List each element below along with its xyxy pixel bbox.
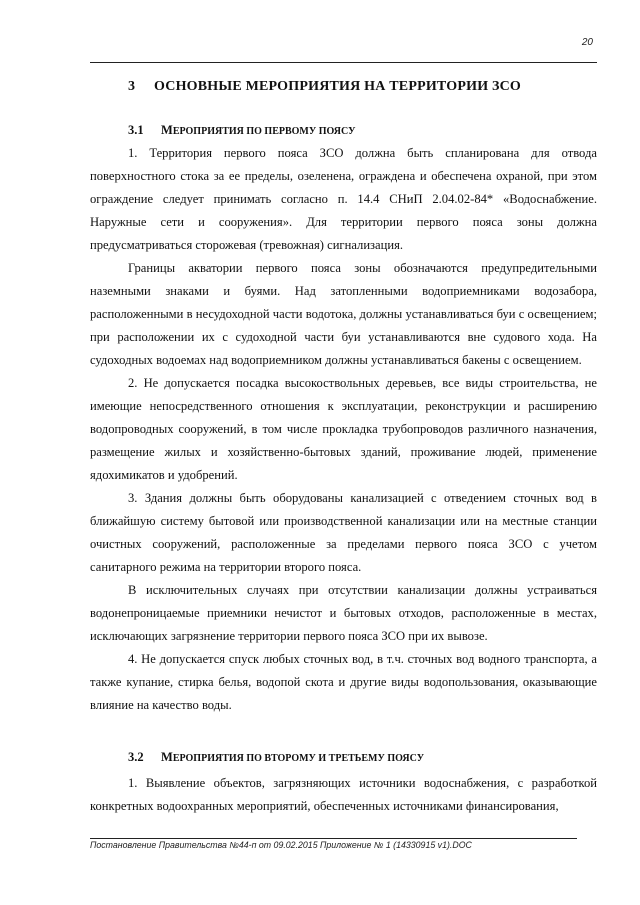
paragraph: 4. Не допускается спуск любых сточных вод, в т.ч. сточных вод водного транспорта, а также купание, стирка белья, водопой скота и другие виды водопользования, оказывающие влияние на качество воды.	[90, 652, 597, 712]
section-body-3-2	[90, 772, 597, 818]
footer-rule	[90, 838, 577, 839]
section-title-initial: М	[161, 123, 173, 137]
paragraph: 2. Не допускается посадка высокоствольных деревьев, все виды строительства, не имеющие непосредственного отношения к эксплуатации, реконструкции и расширению водопроводных сооружений, в том числе прокладка трубопроводов различного назначения, размещение жилых и хозяйственно-бытовых зданий, проживание людей, применение ядохимикатов и удобрений.	[90, 376, 597, 482]
paragraph: Границы акватории первого пояса зоны обозначаются предупредительными наземными знаками и буями. Над затопленными водоприемниками водозабора, расположенными в несудоходной части водотока, должны устанавливаться буи с освещением; при расположении их с судоходной части буи устанавливаются вне судового хода. На судоходных водоемах над водоприемником должны устанавливаться бакены с освещением.	[90, 261, 597, 367]
page-number: 20	[581, 37, 593, 48]
footer-text: Постановление Правительства №44-п от 09.02.2015 Приложение № 1 (14330915 v1).DOC	[90, 840, 472, 850]
section-heading-3-1	[128, 123, 355, 138]
chapter-number: 3	[128, 79, 136, 94]
section-heading-3-2	[128, 750, 424, 765]
section-number: 3.1	[128, 123, 144, 137]
paragraph: В исключительных случаях при отсутствии канализации должны устраиваться водонепроницаемые приемники нечистот и бытовых отходов, расположенные в местах, исключающих загрязнение территории первого пояса ЗСО при их вывозе.	[90, 583, 597, 643]
paragraph: 3. Здания должны быть оборудованы канализацией с отведением сточных вод в ближайшую систему бытовой или производственной канализации или на местные станции очистных сооружений, расположенные за пределами первого пояса ЗСО с учетом санитарного режима на территории второго пояса.	[90, 491, 597, 574]
chapter-title: ОСНОВНЫЕ МЕРОПРИЯТИЯ НА ТЕРРИТОРИИ ЗСО	[154, 79, 521, 94]
header-rule	[90, 62, 597, 63]
chapter-heading	[128, 79, 521, 95]
section-number: 3.2	[128, 750, 144, 764]
section-title-initial: М	[161, 750, 173, 764]
paragraph: 1. Выявление объектов, загрязняющих источники водоснабжения, с разработкой конкретных водоохранных мероприятий, обеспеченных источниками финансирования,	[90, 776, 597, 813]
section-body-3-1	[90, 142, 597, 717]
section-title: ЕРОПРИЯТИЯ ПО ПЕРВОМУ ПОЯСУ	[172, 126, 356, 137]
paragraph: 1. Территория первого пояса ЗСО должна быть спланирована для отвода поверхностного стока за ее пределы, озеленена, ограждена и обеспечена охраной, при этом ограждение следует принимать согласно п. 14.4 СНиП 2.04.02-84* «Водоснабжение. Наружные сети и сооружения». Для территории первого пояса зоны должна предусматриваться сторожевая (тревожная) сигнализация.	[90, 146, 597, 252]
section-title: ЕРОПРИЯТИЯ ПО ВТОРОМУ И ТРЕТЬЕМУ ПОЯСУ	[172, 753, 425, 764]
